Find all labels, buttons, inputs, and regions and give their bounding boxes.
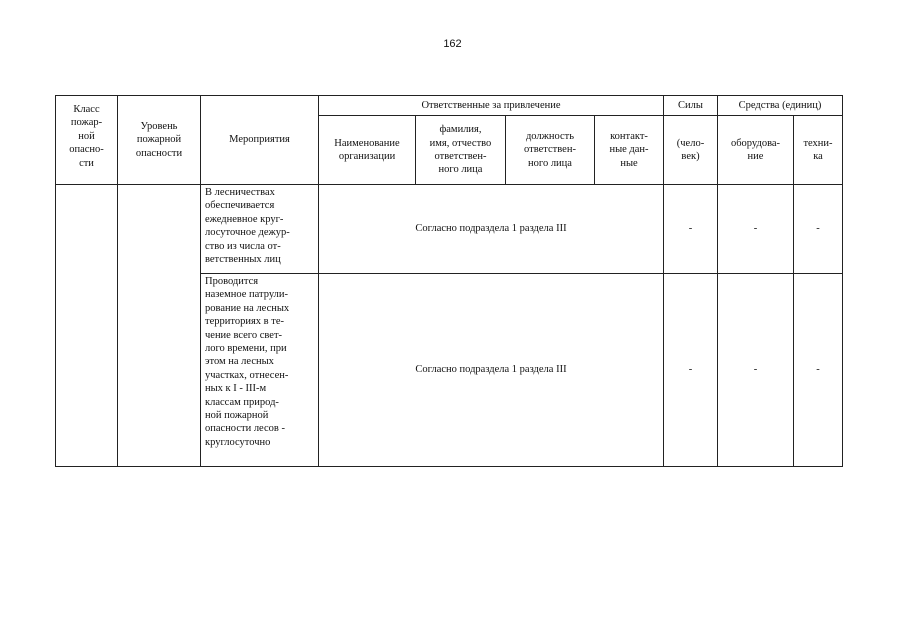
header-responsible-group: Ответственные за привлечение [319,96,664,116]
responsible-cell: Согласно подраздела 1 раздела III [319,185,664,274]
table-row [56,185,843,274]
header-equipment: оборудова- ние [718,116,794,185]
measure-cell: В лесничествах обеспечивается ежедневное круг- лосуточное дежур- ство из числа от- ветственных лиц [201,185,319,274]
equipment-cell: - [718,185,794,274]
page-number: 162 [443,38,462,50]
header-vehicles: техни- ка [794,116,843,185]
header-means-group: Средства (единиц) [718,96,843,116]
header-full-name: фамилия, имя, отчество ответствен- ного лица [416,116,506,185]
fire-danger-class-cell [56,185,118,467]
header-position: должность ответствен- ного лица [506,116,595,185]
header-fire-danger-class: Класс пожар- ной опасно- сти [56,96,118,185]
header-row-1 [56,96,843,116]
forces-cell: - [664,274,718,467]
measure-cell: Проводится наземное патрули- рование на лесных территориях в те- чение всего свет- лого времени, при этом на лесных участках, отнесен- ных к I - III-м классам природ- ной пожарной опасности лесов - круглосуточно [201,274,319,467]
header-measures: Мероприятия [201,96,319,185]
header-forces: Силы [664,96,718,116]
header-contacts: контакт- ные дан- ные [595,116,664,185]
header-fire-danger-level: Уровень пожарной опасности [118,96,201,185]
header-people: (чело- век) [664,116,718,185]
fire-danger-measures-table [55,95,843,467]
forces-cell: - [664,185,718,274]
equipment-cell: - [718,274,794,467]
header-organization-name: Наименование организации [319,116,416,185]
responsible-cell: Согласно подраздела 1 раздела III [319,274,664,467]
fire-danger-level-cell [118,185,201,467]
vehicles-cell: - [794,274,843,467]
vehicles-cell: - [794,185,843,274]
